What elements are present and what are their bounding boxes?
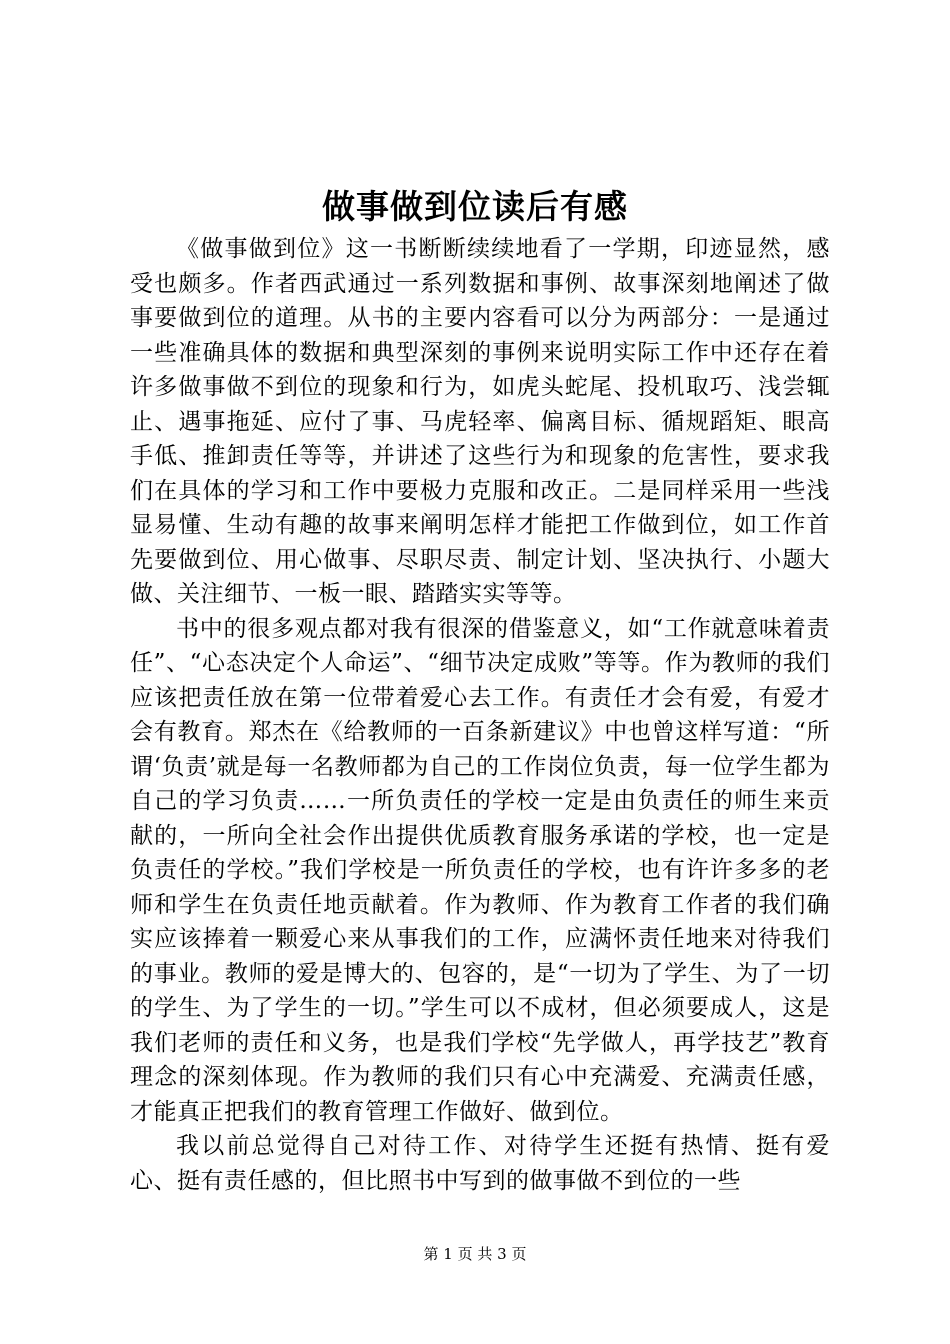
paragraph-3: 我以前总觉得自己对待工作、对待学生还挺有热情、挺有爱心、挺有责任感的，但比照书中写到的做事做不到位的一些 — [130, 1133, 830, 1194]
document-title: 做事做到位读后有感 — [322, 187, 628, 226]
paragraph-2: 书中的很多观点都对我有很深的借鉴意义，如“工作就意味着责任”、“心态决定个人命运”、“细节决定成败”等等。作为教师的我们应该把责任放在第一位带着爱心去工作。有责任才会有爱，有爱才会有教育。郑杰在《给教师的一百条新建议》中也曾这样写道：“所谓‘负责’就是每一名教师都为自己的工作岗位负责，每一位学生都为自己的学习负责……一所负责任的学校一定是由负责任的师生来贡献的，一所向全社会作出提供优质教育服务承诺的学校，也一定是负责任的学校。”我们学校是一所负责任的学校，也有许许多多的老师和学生在负责任地贡献着。作为教师、作为教育工作者的我们确实应该捧着一颗爱心来从事我们的工作，应满怀责任地来对待我们的事业。教师的爱是博大的、包容的，是“一切为了学生、为了一切的学生、为了学生的一切。”学生可以不成材，但必须要成人，这是我们老师的责任和义务，也是我们学校“先学做人，再学技艺”教育理念的深刻体现。作为教师的我们只有心中充满爱、充满责任感，才能真正把我们的教育管理工作做好、做到位。 — [130, 615, 830, 1125]
paragraph-1: 《做事做到位》这一书断断续续地看了一学期，印迹显然，感受也颇多。作者西武通过一系列数据和事例、故事深刻地阐述了做事要做到位的道理。从书的主要内容看可以分为两部分：一是通过一些准确具体的数据和典型深刻的事例来说明实际工作中还存在着许多做事做不到位的现象和行为，如虎头蛇尾、投机取巧、浅尝辄止、遇事拖延、应付了事、马虎轻率、偏离目标、循规蹈矩、眼高手低、推卸责任等等，并讲述了这些行为和现象的危害性，要求我们在具体的学习和工作中要极力克服和改正。二是同样采用一些浅显易懂、生动有趣的故事来阐明怎样才能把工作做到位，如工作首先要做到位、用心做事、尽职尽责、制定计划、坚决执行、小题大做、关注细节、一板一眼、踏踏实实等等。 — [130, 236, 830, 607]
page-footer: 第 1 页 共 3 页 — [423, 1245, 527, 1263]
document-body — [130, 232, 830, 1198]
